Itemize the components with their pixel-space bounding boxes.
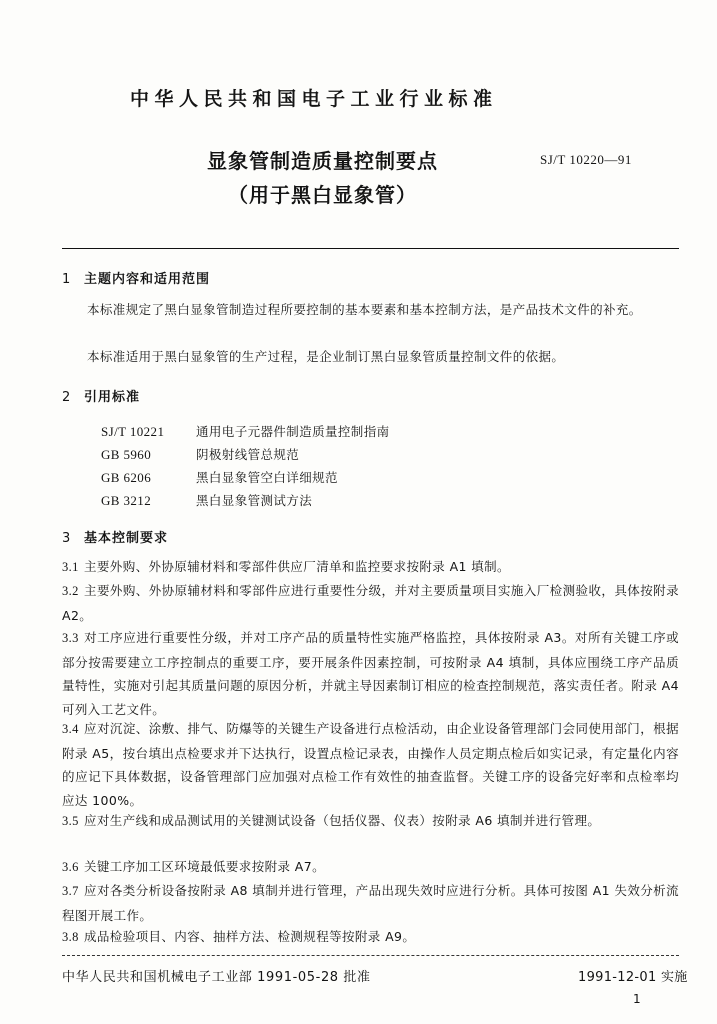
doc-title: 显象管制造质量控制要点 [207, 149, 438, 173]
reference-code: GB 6206 [101, 470, 152, 485]
reference-item [101, 491, 312, 509]
reference-item [101, 468, 338, 486]
implementation-date: 1991-12-01 实施 [578, 970, 688, 985]
reference-name: 阴极射线管总规范 [196, 447, 300, 462]
clause [62, 626, 679, 721]
reference-code: GB 3212 [101, 493, 152, 508]
footer-rule [62, 955, 679, 956]
section-title: 引用标准 [84, 390, 141, 405]
clause [62, 879, 679, 927]
org-title: 中华人民共和国电子工业行业标准 [130, 88, 498, 110]
clause [62, 855, 679, 880]
clause-text: 成品检验项目、内容、抽样方法、检测规程等按附录 A9。 [84, 929, 416, 944]
section-heading-3 [62, 527, 168, 546]
clause-number: 3.5 [62, 814, 79, 828]
clause-number: 3.3 [62, 631, 79, 645]
clause-text: 主要外购、外协原辅材料和零部件应进行重要性分级，并对主要质量项目实施入厂检测验收，具体按附录 A2。 [62, 583, 679, 623]
clause-number: 3.7 [62, 884, 79, 898]
clause-number: 3.4 [62, 722, 79, 736]
header-rule [62, 248, 679, 249]
reference-code: SJ/T 10221 [101, 424, 165, 439]
clause [62, 925, 679, 950]
clause-text: 主要外购、外协原辅材料和零部件供应厂清单和监控要求按附录 A1 填制。 [84, 559, 510, 574]
clause [62, 579, 679, 627]
clause-number: 3.1 [62, 560, 79, 574]
clause-number: 3.2 [62, 584, 79, 598]
clause-number: 3.6 [62, 860, 79, 874]
clause [62, 809, 679, 834]
standard-code: SJ/T 10220—91 [540, 152, 632, 167]
clause-text: 对工序应进行重要性分级，并对工序产品的质量特性实施严格监控，具体按附录 A3。对所有关键工序或部分按需要建立工序控制点的重要工序，要开展条件因素控制，可按附录 A4 填制，具体应围绕工序产品质量特性，实施对引起其质量问题的原因分析，并就主导因素制订相应的检查控制规范，落实责任者。附录 A4 可列入工艺文件。 [62, 630, 679, 717]
reference-item [101, 445, 299, 463]
page-number: 1 [633, 992, 641, 1006]
reference-name: 黑白显象管测试方法 [196, 493, 313, 508]
clause [62, 717, 679, 812]
clause-text: 应对各类分析设备按附录 A8 填制并进行管理，产品出现失效时应进行分析。具体可按图 A1 失效分析流程图开展工作。 [62, 883, 679, 923]
approval-line: 中华人民共和国机械电子工业部 1991-05-28 批准 [62, 970, 371, 985]
paragraph: 本标准规定了黑白显象管制造过程所要控制的基本要素和基本控制方法，是产品技术文件的补充。 [87, 302, 642, 317]
section-number: 1 [62, 272, 72, 287]
section-title: 基本控制要求 [84, 531, 169, 546]
reference-name: 黑白显象管空白详细规范 [196, 470, 338, 485]
clause-number: 3.8 [62, 930, 79, 944]
reference-name: 通用电子元器件制造质量控制指南 [196, 424, 390, 439]
doc-subtitle: （用于黑白显象管） [228, 183, 417, 207]
reference-item [101, 422, 390, 440]
section-number: 3 [62, 531, 72, 546]
section-heading-1 [62, 268, 210, 287]
section-number: 2 [62, 390, 72, 405]
section-title: 主题内容和适用范围 [84, 272, 211, 287]
section-heading-2 [62, 386, 140, 405]
reference-code: GB 5960 [101, 447, 152, 462]
clause-text: 关键工序加工区环境最低要求按附录 A7。 [84, 859, 325, 874]
clause [62, 555, 679, 580]
paragraph: 本标准适用于黑白显象管的生产过程，是企业制订黑白显象管质量控制文件的依据。 [87, 349, 565, 364]
clause-text: 应对沉淀、涂敷、排气、防爆等的关键生产设备进行点检活动，由企业设备管理部门会同使用部门，根据附录 A5，按台填出点检要求并下达执行，设置点检记录表，由操作人员定期点检后如实记录，有定量化内容的应记下具体数据，设备管理部门应加强对点检工作有效性的抽查监督。关键工序的设备完好率和点检率均应达 100%。 [62, 721, 679, 808]
clause-text: 应对生产线和成品测试用的关键测试设备（包括仪器、仪表）按附录 A6 填制并进行管理。 [84, 813, 601, 828]
